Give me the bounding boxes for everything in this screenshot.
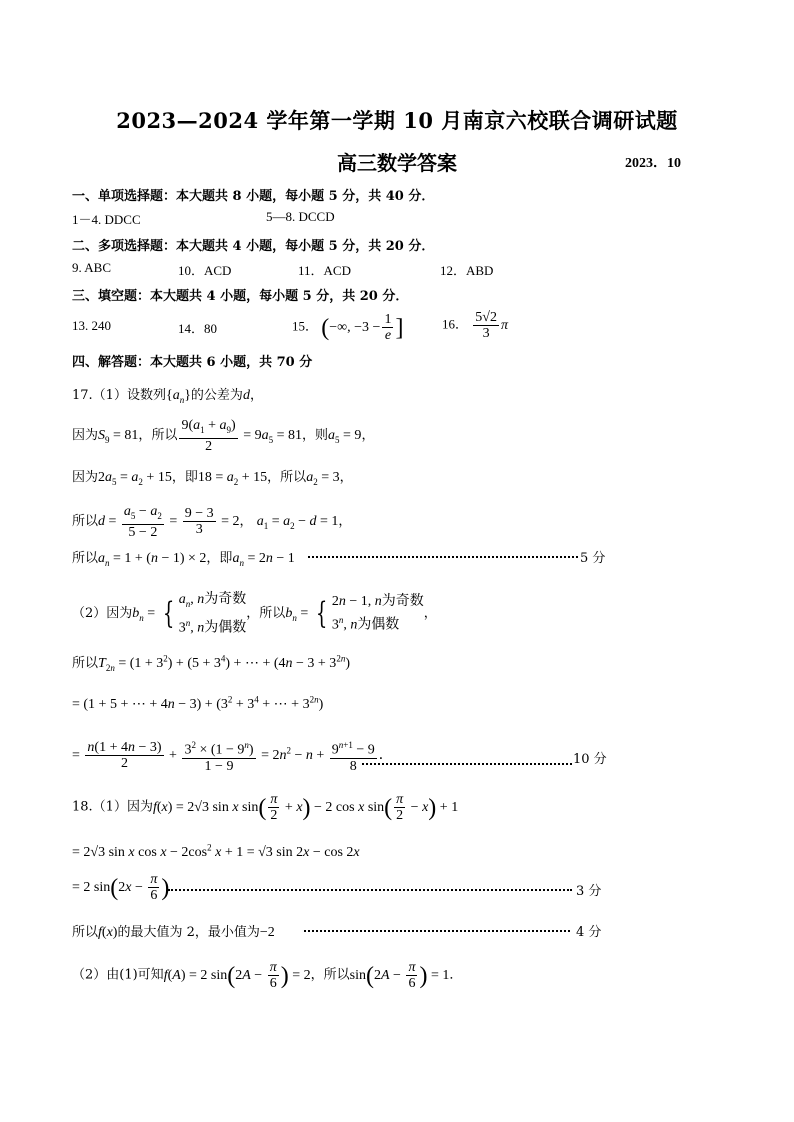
word-so: 所以 xyxy=(72,514,99,530)
answers-1-4: 1－4. DDCC xyxy=(72,212,141,227)
word-so: 所以 xyxy=(259,606,286,622)
score-3: 3 分 xyxy=(576,884,602,899)
answers-5-8: 5—8. DCCD xyxy=(266,209,335,224)
p17-line-4: 所以d = $\frac{a_5 - a_2}{5 - 2}$ = $\frac{9 - 3}{3}$ = 2， $a_1 = a_2 - d = 1$， xyxy=(72,504,352,540)
p18-part2-intro: （2）由(1)可知 xyxy=(72,967,164,983)
p17-line-2: 因为$S_9 = 81$，所以 $\frac{9(a_1 + a_9)}{2}$ = $9a_5 = 81$，则$a_5 = 9$， xyxy=(72,418,375,454)
max-min-text: 的最大值为 2，最小值为 xyxy=(117,925,260,940)
p17-line-5: 所以$a_n = 1 + (n - 1) \times 2$，即$a_n = 2n - 1$ xyxy=(72,547,602,568)
word-odd: 为奇数 xyxy=(204,592,247,607)
answer-15-label: 15． xyxy=(292,318,319,334)
score-4: 4 分 xyxy=(576,925,602,940)
answer-9: 9. ABC xyxy=(72,260,112,275)
p18-line-4: 所以f(x)的最大值为 2，最小值为−2 xyxy=(72,921,602,941)
section-heading-solutions: 四、解答题：本大题共 6 小题，共 70 分 xyxy=(72,355,313,370)
p17-line-8: = (1 + 5 + ⋯ + $4n - 3) + (3^2 + 3^4$ + ⋯ + $3^{2n}$) xyxy=(72,694,324,712)
dotted-leader xyxy=(362,754,572,765)
section-heading-single-choice: 一、单项选择题：本大题共 8 小题，每小题 5 分，共 40 分． xyxy=(72,189,435,204)
answer-14: 14．80 xyxy=(178,321,218,336)
section-heading-fill-blank: 三、填空题：本大题共 4 小题，每小题 5 分，共 20 分． xyxy=(72,289,409,304)
p18-line-2: = 2√3 sin x $\cos x - 2\cos^2$ x + 1 = √3 sin 2x − cos 2x xyxy=(72,842,360,860)
p17-intro-b: 的公差为 xyxy=(190,388,243,403)
p18-line-5: （2）由(1)可知f(A) = 2 sin(2A − $\frac{\pi}{6}$ ) = 2，所以sin(2A − $\frac{\pi}{6}$ ) = 1． xyxy=(72,960,463,991)
word-then: ，则 xyxy=(302,428,329,444)
word-because: 因为 xyxy=(72,428,99,444)
answer-16-label: 16． xyxy=(442,316,469,332)
p17-part2-intro: （2）因为 xyxy=(72,606,133,622)
p17-line-1: 17.（1）设数列$\{a_n\}$的公差为d， xyxy=(72,388,263,405)
p17-line-6: （2）因为$b_n$ = { $a_n$, n为奇数 3$^n$, n为偶数 ，所以$b_n$ = { 2n − 1, n为奇数 3$^n$, n为偶数 ， xyxy=(72,592,437,636)
p17-line-9: = $\frac{n(1 + 4n - 3)}{2}$ + $\frac{3^2 \times (1 - 9^n)}{1 - 9}$ = $2n^2 - n$ + $\frac{9^{n+1} - 9}{8}$ ． xyxy=(72,738,602,774)
p17-intro: 17.（1）设数列 xyxy=(72,388,166,403)
section-heading-multi-choice: 二、多项选择题：本大题共 4 小题，每小题 5 分，共 20 分． xyxy=(72,239,435,254)
word-so: 所以 xyxy=(72,551,99,566)
answer-13: 13. 240 xyxy=(72,318,111,333)
score-5: 5 分 xyxy=(580,551,606,566)
answer-15: 15． (−∞, −3 − $\frac{1}{e}$ ] xyxy=(292,312,404,343)
answer-10: 10．ACD xyxy=(178,263,232,278)
word-so: 所以 xyxy=(280,470,307,485)
word-ji: ，即 xyxy=(206,551,233,566)
dotted-leader xyxy=(304,921,570,932)
dotted-leader xyxy=(168,880,572,891)
page-title: 2023—2024 学年第一学期 10 月南京六校联合调研试题 xyxy=(116,108,678,133)
score-10: 10 分 xyxy=(573,752,607,767)
word-even: 为偶数 xyxy=(204,620,247,636)
word-so: 所以 xyxy=(72,656,99,671)
answer-11: 11．ACD xyxy=(298,263,351,278)
p18-intro: 18.（1）因为 xyxy=(72,799,153,815)
p18-line-3: = 2 sin(2x − $\frac{\pi}{6}$ ) xyxy=(72,872,602,903)
p17-line-3: 因为$2a_5 = a_2 + 15$，即$18 = a_2 + 15$，所以$a_2 = 3$， xyxy=(72,470,353,487)
p17-line-7: 所以$T_{2n} = (1 + 3^2) + (5 + 3^4)$ + ⋯ + $(4n - 3 + 3^{2n})$ xyxy=(72,653,350,673)
answer-16: 16． $\frac{5√2}{3}$ π xyxy=(442,310,508,341)
word-so: 所以 xyxy=(72,925,99,940)
word-even: 为偶数 xyxy=(357,618,400,634)
dotted-leader xyxy=(308,547,578,558)
word-so: 所以 xyxy=(323,967,350,983)
answer-12: 12．ABD xyxy=(440,263,494,278)
word-so: 所以 xyxy=(151,428,178,444)
page-subtitle: 高三数学答案 xyxy=(337,151,457,175)
exam-date: 2023．10 xyxy=(625,156,681,171)
word-because: 因为 xyxy=(72,470,99,485)
word-odd: 为奇数 xyxy=(381,594,424,610)
p18-line-1: 18.（1）因为f(x) = 2√3 sin x sin( $\frac{\pi}{2}$ + x) − 2 cos x sin( $\frac{\pi}{2}$ − x) + 1 xyxy=(72,792,459,823)
word-ji: ，即 xyxy=(171,470,198,485)
